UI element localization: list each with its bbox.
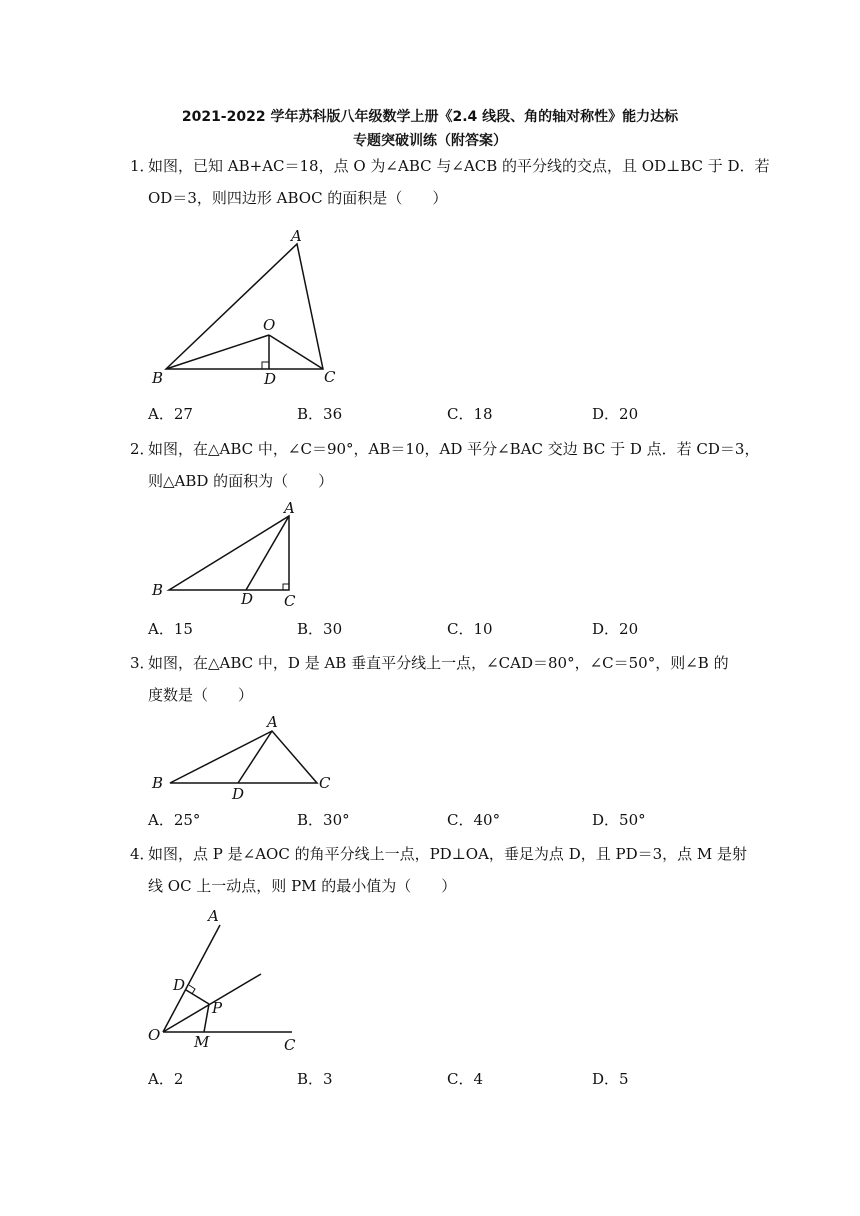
option-c[interactable]: C．4 — [447, 1070, 484, 1088]
question-2-line-2: 则△ABD 的面积为（ ） — [148, 472, 334, 490]
option-b[interactable]: B．30° — [297, 811, 350, 829]
option-a[interactable]: A．25° — [148, 811, 201, 829]
option-d[interactable]: D．5 — [592, 1070, 629, 1088]
label-d: D — [173, 976, 186, 994]
label-d: D — [232, 785, 245, 803]
label-m: M — [194, 1033, 210, 1051]
question-2-number: 2． — [130, 440, 155, 458]
label-p: P — [212, 999, 223, 1017]
label-b: B — [152, 581, 164, 599]
label-b: B — [152, 774, 164, 792]
option-a[interactable]: A．27 — [148, 405, 193, 423]
option-b[interactable]: B．36 — [297, 405, 343, 423]
label-c: C — [284, 1036, 296, 1054]
option-c[interactable]: C．10 — [447, 620, 493, 638]
document-subtitle: 专题突破训练（附答案） — [353, 133, 507, 149]
label-o: O — [148, 1026, 161, 1044]
segment-pm — [204, 1004, 209, 1032]
question-2-line-1: 如图，在△ABC 中，∠C＝90°，AB＝10，AD 平分∠BAC 交边 BC 于 D 点．若 CD＝3， — [148, 440, 760, 458]
option-b[interactable]: B．3 — [297, 1070, 333, 1088]
label-d: D — [241, 590, 254, 608]
question-4-number: 4． — [130, 845, 155, 863]
label-a: A — [267, 713, 278, 731]
option-d[interactable]: D．20 — [592, 620, 639, 638]
option-c[interactable]: C．40° — [447, 811, 501, 829]
document-title: 2021-2022 学年苏科版八年级数学上册《2.4 线段、角的轴对称性》能力达标 — [181, 109, 679, 125]
option-d[interactable]: D．50° — [592, 811, 646, 829]
label-c: C — [319, 774, 331, 792]
label-a: A — [208, 907, 219, 925]
segment-pd — [186, 990, 209, 1004]
question-1-line-2: OD＝3，则四边形 ABOC 的面积是（ ） — [148, 189, 448, 207]
option-c[interactable]: C．18 — [447, 405, 493, 423]
option-a[interactable]: A．15 — [148, 620, 193, 638]
option-d[interactable]: D．20 — [592, 405, 639, 423]
question-4-line-2: 线 OC 上一动点，则 PM 的最小值为（ ） — [148, 877, 457, 895]
label-a: A — [284, 499, 295, 517]
question-3-line-1: 如图，在△ABC 中，D 是 AB 垂直平分线上一点，∠CAD＝80°，∠C＝50°，则∠B 的 — [148, 654, 729, 672]
question-3-line-2: 度数是（ ） — [148, 686, 254, 704]
label-a: A — [291, 227, 302, 245]
question-1-line-1: 如图，已知 AB+AC＝18，点 O 为∠ABC 与∠ACB 的平分线的交点，且 OD⊥BC 于 D．若 — [148, 157, 770, 175]
label-c: C — [324, 368, 336, 386]
option-a[interactable]: A．2 — [148, 1070, 184, 1088]
label-d: D — [264, 370, 277, 388]
question-3-number: 3． — [130, 654, 155, 672]
label-o: O — [263, 316, 276, 334]
question-1-number: 1． — [130, 157, 155, 175]
option-b[interactable]: B．30 — [297, 620, 343, 638]
question-4-line-1: 如图，点 P 是∠AOC 的角平分线上一点，PD⊥OA，垂足为点 D，且 PD＝3，点 M 是射 — [148, 845, 748, 863]
label-c: C — [284, 592, 296, 610]
label-b: B — [152, 369, 164, 387]
